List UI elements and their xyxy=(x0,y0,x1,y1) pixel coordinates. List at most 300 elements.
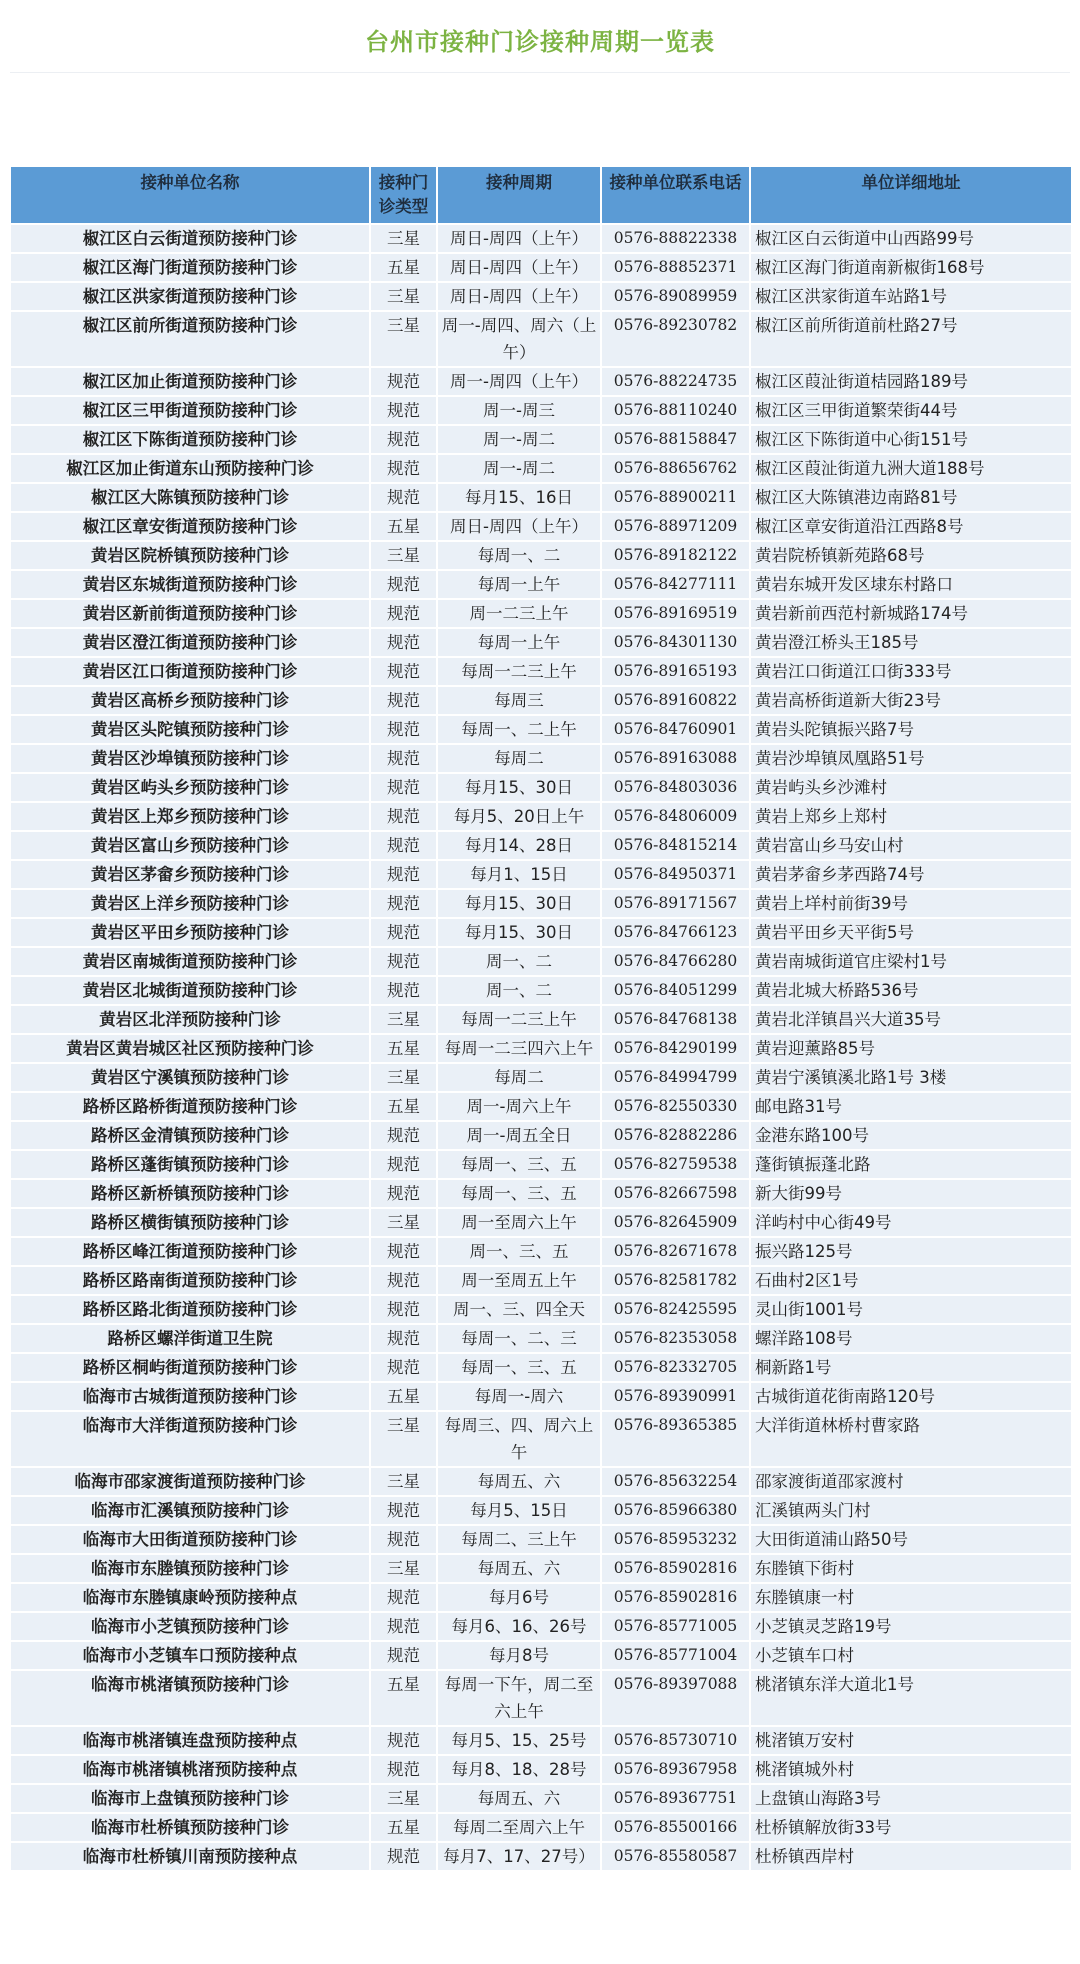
cell-name: 黄岩区平田乡预防接种门诊 xyxy=(10,918,370,947)
cell-type: 规范 xyxy=(370,1150,437,1179)
cell-type: 五星 xyxy=(370,1034,437,1063)
cell-phone: 0576-88900211 xyxy=(601,483,750,512)
cell-address: 上盘镇山海路3号 xyxy=(750,1784,1072,1813)
cell-type: 五星 xyxy=(370,1670,437,1726)
cell-address: 椒江区前所街道前杜路27号 xyxy=(750,311,1072,367)
cell-cycle: 每月15、16日 xyxy=(437,483,601,512)
table-row xyxy=(10,1179,1072,1208)
cell-type: 五星 xyxy=(370,253,437,282)
table-row xyxy=(10,947,1072,976)
cell-name: 黄岩区富山乡预防接种门诊 xyxy=(10,831,370,860)
cell-type: 规范 xyxy=(370,1237,437,1266)
cell-type: 规范 xyxy=(370,1324,437,1353)
cell-type: 规范 xyxy=(370,686,437,715)
cell-name: 黄岩区南城街道预防接种门诊 xyxy=(10,947,370,976)
cell-cycle: 每月5、20日上午 xyxy=(437,802,601,831)
table-row xyxy=(10,831,1072,860)
cell-address: 椒江区白云街道中山西路99号 xyxy=(750,224,1072,253)
table-row xyxy=(10,396,1072,425)
cell-type: 规范 xyxy=(370,831,437,860)
cell-cycle: 每周五、六 xyxy=(437,1784,601,1813)
cell-cycle: 每月8号 xyxy=(437,1641,601,1670)
cell-type: 规范 xyxy=(370,1266,437,1295)
cell-type: 规范 xyxy=(370,396,437,425)
cell-cycle: 每周一、三、五 xyxy=(437,1150,601,1179)
cell-name: 路桥区横街镇预防接种门诊 xyxy=(10,1208,370,1237)
cell-cycle: 周一-周四（上午） xyxy=(437,367,601,396)
cell-cycle: 周一、三、四全天 xyxy=(437,1295,601,1324)
cell-phone: 0576-82645909 xyxy=(601,1208,750,1237)
cell-cycle: 每月5、15、25号 xyxy=(437,1726,601,1755)
cell-cycle: 每周一上午 xyxy=(437,628,601,657)
cell-phone: 0576-89165193 xyxy=(601,657,750,686)
cell-phone: 0576-84994799 xyxy=(601,1063,750,1092)
header-address: 单位详细地址 xyxy=(750,166,1072,224)
cell-address: 螺洋路108号 xyxy=(750,1324,1072,1353)
cell-cycle: 周一-周五全日 xyxy=(437,1121,601,1150)
table-row xyxy=(10,224,1072,253)
cell-phone: 0576-88822338 xyxy=(601,224,750,253)
cell-type: 规范 xyxy=(370,1121,437,1150)
cell-name: 黄岩区头陀镇预防接种门诊 xyxy=(10,715,370,744)
table-row xyxy=(10,802,1072,831)
cell-type: 规范 xyxy=(370,744,437,773)
table-row xyxy=(10,1150,1072,1179)
cell-name: 椒江区海门街道预防接种门诊 xyxy=(10,253,370,282)
cell-cycle: 每周二 xyxy=(437,1063,601,1092)
cell-cycle: 周一二三上午 xyxy=(437,599,601,628)
table-row xyxy=(10,282,1072,311)
cell-name: 椒江区大陈镇预防接种门诊 xyxy=(10,483,370,512)
cell-type: 五星 xyxy=(370,1382,437,1411)
cell-phone: 0576-85500166 xyxy=(601,1813,750,1842)
table-row xyxy=(10,1324,1072,1353)
cell-name: 黄岩区高桥乡预防接种门诊 xyxy=(10,686,370,715)
cell-type: 三星 xyxy=(370,1063,437,1092)
cell-phone: 0576-89365385 xyxy=(601,1411,750,1467)
cell-type: 规范 xyxy=(370,570,437,599)
cell-name: 黄岩区东城街道预防接种门诊 xyxy=(10,570,370,599)
cell-name: 黄岩区上郑乡预防接种门诊 xyxy=(10,802,370,831)
cell-cycle: 每周一上午 xyxy=(437,570,601,599)
cell-address: 桃渚镇东洋大道北1号 xyxy=(750,1670,1072,1726)
table-row xyxy=(10,1755,1072,1784)
cell-phone: 0576-85902816 xyxy=(601,1583,750,1612)
table-row xyxy=(10,1121,1072,1150)
cell-name: 路桥区新桥镇预防接种门诊 xyxy=(10,1179,370,1208)
cell-cycle: 每周三 xyxy=(437,686,601,715)
cell-cycle: 每月15、30日 xyxy=(437,889,601,918)
cell-address: 灵山街1001号 xyxy=(750,1295,1072,1324)
cell-address: 邮电路31号 xyxy=(750,1092,1072,1121)
table-row xyxy=(10,541,1072,570)
cell-name: 黄岩区北城街道预防接种门诊 xyxy=(10,976,370,1005)
cell-type: 规范 xyxy=(370,657,437,686)
cell-address: 黄岩院桥镇新苑路68号 xyxy=(750,541,1072,570)
cell-phone: 0576-88158847 xyxy=(601,425,750,454)
cell-address: 黄岩南城街道官庄梁村1号 xyxy=(750,947,1072,976)
cell-phone: 0576-88656762 xyxy=(601,454,750,483)
table-row xyxy=(10,1813,1072,1842)
cell-cycle: 每周一、三、五 xyxy=(437,1179,601,1208)
cell-address: 黄岩迎薰路85号 xyxy=(750,1034,1072,1063)
cell-name: 黄岩区上洋乡预防接种门诊 xyxy=(10,889,370,918)
cell-cycle: 周日-周四（上午） xyxy=(437,224,601,253)
cell-address: 椒江区大陈镇港边南路81号 xyxy=(750,483,1072,512)
cell-cycle: 每周二、三上午 xyxy=(437,1525,601,1554)
cell-phone: 0576-82882286 xyxy=(601,1121,750,1150)
cell-phone: 0576-82425595 xyxy=(601,1295,750,1324)
cell-name: 椒江区洪家街道预防接种门诊 xyxy=(10,282,370,311)
cell-name: 临海市杜桥镇川南预防接种点 xyxy=(10,1842,370,1871)
cell-name: 椒江区加止街道预防接种门诊 xyxy=(10,367,370,396)
cell-name: 黄岩区新前街道预防接种门诊 xyxy=(10,599,370,628)
table-row xyxy=(10,1295,1072,1324)
table-row xyxy=(10,1842,1072,1871)
cell-address: 黄岩高桥街道新大街23号 xyxy=(750,686,1072,715)
table-row xyxy=(10,657,1072,686)
cell-cycle: 每周一、二 xyxy=(437,541,601,570)
cell-name: 黄岩区北洋预防接种门诊 xyxy=(10,1005,370,1034)
cell-phone: 0576-89169519 xyxy=(601,599,750,628)
table-row xyxy=(10,1034,1072,1063)
cell-name: 临海市小芝镇车口预防接种点 xyxy=(10,1641,370,1670)
cell-phone: 0576-89182122 xyxy=(601,541,750,570)
cell-cycle: 每周五、六 xyxy=(437,1467,601,1496)
cell-cycle: 每周五、六 xyxy=(437,1554,601,1583)
cell-cycle: 周一-周四、周六（上午） xyxy=(437,311,601,367)
cell-name: 临海市杜桥镇预防接种门诊 xyxy=(10,1813,370,1842)
table-row xyxy=(10,570,1072,599)
cell-address: 黄岩沙埠镇凤凰路51号 xyxy=(750,744,1072,773)
cell-phone: 0576-89230782 xyxy=(601,311,750,367)
cell-name: 椒江区下陈街道预防接种门诊 xyxy=(10,425,370,454)
cell-phone: 0576-89163088 xyxy=(601,744,750,773)
cell-address: 黄岩茅畲乡茅西路74号 xyxy=(750,860,1072,889)
cell-phone: 0576-84301130 xyxy=(601,628,750,657)
table-row xyxy=(10,483,1072,512)
table-row xyxy=(10,1670,1072,1726)
cell-cycle: 周一至周六上午 xyxy=(437,1208,601,1237)
cell-address: 小芝镇车口村 xyxy=(750,1641,1072,1670)
cell-phone: 0576-89160822 xyxy=(601,686,750,715)
cell-cycle: 每周三、四、周六上午 xyxy=(437,1411,601,1467)
cell-address: 黄岩屿头乡沙滩村 xyxy=(750,773,1072,802)
table-header-row xyxy=(10,166,1072,224)
cell-address: 金港东路100号 xyxy=(750,1121,1072,1150)
cell-address: 黄岩新前西范村新城路174号 xyxy=(750,599,1072,628)
cell-name: 临海市东塍镇康岭预防接种点 xyxy=(10,1583,370,1612)
cell-phone: 0576-82671678 xyxy=(601,1237,750,1266)
cell-phone: 0576-82353058 xyxy=(601,1324,750,1353)
cell-phone: 0576-88224735 xyxy=(601,367,750,396)
cell-type: 规范 xyxy=(370,1842,437,1871)
cell-address: 黄岩上郑乡上郑村 xyxy=(750,802,1072,831)
cell-name: 临海市古城街道预防接种门诊 xyxy=(10,1382,370,1411)
table-row xyxy=(10,1612,1072,1641)
cell-type: 五星 xyxy=(370,1092,437,1121)
cell-address: 东塍镇下街村 xyxy=(750,1554,1072,1583)
cell-address: 振兴路125号 xyxy=(750,1237,1072,1266)
cell-cycle: 每周一、三、五 xyxy=(437,1353,601,1382)
cell-phone: 0576-84290199 xyxy=(601,1034,750,1063)
table-row xyxy=(10,1382,1072,1411)
cell-cycle: 每周一-周六 xyxy=(437,1382,601,1411)
cell-phone: 0576-89367751 xyxy=(601,1784,750,1813)
table-row xyxy=(10,425,1072,454)
cell-type: 规范 xyxy=(370,599,437,628)
cell-name: 黄岩区茅畲乡预防接种门诊 xyxy=(10,860,370,889)
cell-phone: 0576-82759538 xyxy=(601,1150,750,1179)
cell-type: 三星 xyxy=(370,1411,437,1467)
cell-phone: 0576-88852371 xyxy=(601,253,750,282)
cell-name: 黄岩区沙埠镇预防接种门诊 xyxy=(10,744,370,773)
cell-address: 椒江区葭沚街道九洲大道188号 xyxy=(750,454,1072,483)
table-row xyxy=(10,889,1072,918)
cell-cycle: 每月15、30日 xyxy=(437,773,601,802)
table-row xyxy=(10,367,1072,396)
cell-name: 临海市上盘镇预防接种门诊 xyxy=(10,1784,370,1813)
cell-phone: 0576-89390991 xyxy=(601,1382,750,1411)
table-row xyxy=(10,1467,1072,1496)
cell-cycle: 每月5、15日 xyxy=(437,1496,601,1525)
cell-type: 规范 xyxy=(370,773,437,802)
cell-name: 椒江区加止街道东山预防接种门诊 xyxy=(10,454,370,483)
cell-type: 规范 xyxy=(370,1641,437,1670)
cell-type: 三星 xyxy=(370,282,437,311)
cell-type: 三星 xyxy=(370,1005,437,1034)
cell-address: 椒江区海门街道南新椒街168号 xyxy=(750,253,1072,282)
cell-type: 五星 xyxy=(370,1813,437,1842)
header-phone: 接种单位联系电话 xyxy=(601,166,750,224)
cell-cycle: 每月6号 xyxy=(437,1583,601,1612)
cell-phone: 0576-82581782 xyxy=(601,1266,750,1295)
cell-phone: 0576-89171567 xyxy=(601,889,750,918)
cell-phone: 0576-85771004 xyxy=(601,1641,750,1670)
cell-type: 五星 xyxy=(370,512,437,541)
cell-name: 路桥区桐屿街道预防接种门诊 xyxy=(10,1353,370,1382)
cell-type: 规范 xyxy=(370,1525,437,1554)
header-type: 接种门诊类型 xyxy=(370,166,437,224)
cell-address: 黄岩北城大桥路536号 xyxy=(750,976,1072,1005)
cell-name: 临海市桃渚镇预防接种门诊 xyxy=(10,1670,370,1726)
cell-address: 大洋街道林桥村曹家路 xyxy=(750,1411,1072,1467)
table-row xyxy=(10,1208,1072,1237)
cell-name: 黄岩区黄岩城区社区预防接种门诊 xyxy=(10,1034,370,1063)
cell-cycle: 每月15、30日 xyxy=(437,918,601,947)
cell-phone: 0576-82550330 xyxy=(601,1092,750,1121)
cell-phone: 0576-84768138 xyxy=(601,1005,750,1034)
cell-phone: 0576-84051299 xyxy=(601,976,750,1005)
cell-type: 规范 xyxy=(370,1755,437,1784)
cell-address: 桃渚镇城外村 xyxy=(750,1755,1072,1784)
table-row xyxy=(10,1092,1072,1121)
cell-name: 临海市邵家渡街道预防接种门诊 xyxy=(10,1467,370,1496)
table-row xyxy=(10,311,1072,367)
cell-name: 黄岩区澄江街道预防接种门诊 xyxy=(10,628,370,657)
cell-phone: 0576-84803036 xyxy=(601,773,750,802)
cell-cycle: 周一-周二 xyxy=(437,454,601,483)
cell-cycle: 周一-周二 xyxy=(437,425,601,454)
cell-phone: 0576-84806009 xyxy=(601,802,750,831)
table-row xyxy=(10,628,1072,657)
cell-cycle: 周日-周四（上午） xyxy=(437,253,601,282)
table-row xyxy=(10,1353,1072,1382)
cell-address: 黄岩宁溪镇溪北路1号 3楼 xyxy=(750,1063,1072,1092)
cell-type: 规范 xyxy=(370,947,437,976)
table-row xyxy=(10,1726,1072,1755)
table-row xyxy=(10,744,1072,773)
cell-name: 路桥区路南街道预防接种门诊 xyxy=(10,1266,370,1295)
cell-address: 桐新路1号 xyxy=(750,1353,1072,1382)
table-row xyxy=(10,1411,1072,1467)
table-row xyxy=(10,715,1072,744)
cell-address: 黄岩澄江桥头王185号 xyxy=(750,628,1072,657)
cell-type: 三星 xyxy=(370,224,437,253)
cell-address: 新大街99号 xyxy=(750,1179,1072,1208)
cell-name: 黄岩区宁溪镇预防接种门诊 xyxy=(10,1063,370,1092)
cell-type: 三星 xyxy=(370,1554,437,1583)
cell-cycle: 每周一二三四六上午 xyxy=(437,1034,601,1063)
cell-address: 椒江区下陈街道中心街151号 xyxy=(750,425,1072,454)
cell-name: 路桥区蓬街镇预防接种门诊 xyxy=(10,1150,370,1179)
cell-cycle: 每周一下午，周二至六上午 xyxy=(437,1670,601,1726)
cell-address: 蓬街镇振蓬北路 xyxy=(750,1150,1072,1179)
cell-cycle: 周一-周六上午 xyxy=(437,1092,601,1121)
cell-phone: 0576-84760901 xyxy=(601,715,750,744)
cell-name: 临海市桃渚镇连盘预防接种点 xyxy=(10,1726,370,1755)
cell-type: 规范 xyxy=(370,1353,437,1382)
cell-type: 规范 xyxy=(370,918,437,947)
cell-phone: 0576-84277111 xyxy=(601,570,750,599)
cell-type: 规范 xyxy=(370,860,437,889)
table-row xyxy=(10,599,1072,628)
cell-address: 黄岩东城开发区埭东村路口 xyxy=(750,570,1072,599)
cell-type: 规范 xyxy=(370,889,437,918)
cell-address: 黄岩上垟村前街39号 xyxy=(750,889,1072,918)
cell-name: 黄岩区院桥镇预防接种门诊 xyxy=(10,541,370,570)
cell-address: 大田街道浦山路50号 xyxy=(750,1525,1072,1554)
table-row xyxy=(10,1237,1072,1266)
cell-type: 规范 xyxy=(370,1583,437,1612)
cell-address: 邵家渡街道邵家渡村 xyxy=(750,1467,1072,1496)
cell-name: 路桥区路北街道预防接种门诊 xyxy=(10,1295,370,1324)
table-row xyxy=(10,1784,1072,1813)
cell-address: 杜桥镇西岸村 xyxy=(750,1842,1072,1871)
table-row xyxy=(10,918,1072,947)
cell-cycle: 每周一、二、三 xyxy=(437,1324,601,1353)
cell-address: 东塍镇康一村 xyxy=(750,1583,1072,1612)
cell-address: 汇溪镇两头门村 xyxy=(750,1496,1072,1525)
schedule-table xyxy=(9,165,1073,1872)
cell-type: 规范 xyxy=(370,1179,437,1208)
title-divider xyxy=(10,72,1070,73)
cell-phone: 0576-84766123 xyxy=(601,918,750,947)
cell-address: 杜桥镇解放街33号 xyxy=(750,1813,1072,1842)
page-title: 台州市接种门诊接种周期一览表 xyxy=(365,28,715,56)
cell-cycle: 周一、二 xyxy=(437,947,601,976)
cell-address: 桃渚镇万安村 xyxy=(750,1726,1072,1755)
cell-cycle: 周一、三、五 xyxy=(437,1237,601,1266)
cell-phone: 0576-84950371 xyxy=(601,860,750,889)
cell-name: 路桥区金清镇预防接种门诊 xyxy=(10,1121,370,1150)
cell-name: 路桥区路桥街道预防接种门诊 xyxy=(10,1092,370,1121)
cell-cycle: 每月6、16、26号 xyxy=(437,1612,601,1641)
cell-address: 椒江区洪家街道车站路1号 xyxy=(750,282,1072,311)
cell-phone: 0576-89367958 xyxy=(601,1755,750,1784)
cell-cycle: 周一、二 xyxy=(437,976,601,1005)
table-row xyxy=(10,1496,1072,1525)
cell-cycle: 周日-周四（上午） xyxy=(437,282,601,311)
cell-address: 椒江区葭沚街道桔园路189号 xyxy=(750,367,1072,396)
cell-address: 石曲村2区1号 xyxy=(750,1266,1072,1295)
cell-phone: 0576-85632254 xyxy=(601,1467,750,1496)
table-row xyxy=(10,1554,1072,1583)
table-row xyxy=(10,976,1072,1005)
cell-phone: 0576-82332705 xyxy=(601,1353,750,1382)
header-cycle: 接种周期 xyxy=(437,166,601,224)
cell-address: 椒江区三甲街道繁荣街44号 xyxy=(750,396,1072,425)
cell-type: 规范 xyxy=(370,1612,437,1641)
table-row xyxy=(10,512,1072,541)
cell-name: 椒江区三甲街道预防接种门诊 xyxy=(10,396,370,425)
cell-address: 洋屿村中心街49号 xyxy=(750,1208,1072,1237)
cell-cycle: 每月8、18、28号 xyxy=(437,1755,601,1784)
table-row xyxy=(10,860,1072,889)
cell-name: 临海市大田街道预防接种门诊 xyxy=(10,1525,370,1554)
cell-type: 规范 xyxy=(370,483,437,512)
cell-name: 路桥区螺洋街道卫生院 xyxy=(10,1324,370,1353)
cell-cycle: 每周一二三上午 xyxy=(437,657,601,686)
table-row xyxy=(10,253,1072,282)
cell-phone: 0576-85580587 xyxy=(601,1842,750,1871)
cell-phone: 0576-84766280 xyxy=(601,947,750,976)
table-row xyxy=(10,773,1072,802)
cell-phone: 0576-85771005 xyxy=(601,1612,750,1641)
cell-type: 三星 xyxy=(370,311,437,367)
cell-type: 三星 xyxy=(370,1784,437,1813)
cell-type: 规范 xyxy=(370,1295,437,1324)
cell-cycle: 周日-周四（上午） xyxy=(437,512,601,541)
cell-cycle: 每周一、二上午 xyxy=(437,715,601,744)
table-row xyxy=(10,1266,1072,1295)
table-row xyxy=(10,454,1072,483)
cell-address: 古城街道花街南路120号 xyxy=(750,1382,1072,1411)
cell-type: 规范 xyxy=(370,1496,437,1525)
cell-type: 三星 xyxy=(370,541,437,570)
cell-address: 黄岩北洋镇昌兴大道35号 xyxy=(750,1005,1072,1034)
cell-cycle: 每月14、28日 xyxy=(437,831,601,860)
cell-name: 椒江区章安街道预防接种门诊 xyxy=(10,512,370,541)
cell-type: 三星 xyxy=(370,1208,437,1237)
cell-name: 黄岩区江口街道预防接种门诊 xyxy=(10,657,370,686)
cell-type: 规范 xyxy=(370,367,437,396)
cell-phone: 0576-89089959 xyxy=(601,282,750,311)
cell-type: 规范 xyxy=(370,802,437,831)
cell-name: 临海市桃渚镇桃渚预防接种点 xyxy=(10,1755,370,1784)
cell-address: 黄岩富山乡马安山村 xyxy=(750,831,1072,860)
table-row xyxy=(10,1525,1072,1554)
cell-phone: 0576-84815214 xyxy=(601,831,750,860)
cell-phone: 0576-85953232 xyxy=(601,1525,750,1554)
cell-phone: 0576-85966380 xyxy=(601,1496,750,1525)
table-row xyxy=(10,1005,1072,1034)
cell-cycle: 每周一二三上午 xyxy=(437,1005,601,1034)
table-row xyxy=(10,686,1072,715)
cell-address: 小芝镇灵芝路19号 xyxy=(750,1612,1072,1641)
header-name: 接种单位名称 xyxy=(10,166,370,224)
cell-name: 椒江区白云街道预防接种门诊 xyxy=(10,224,370,253)
